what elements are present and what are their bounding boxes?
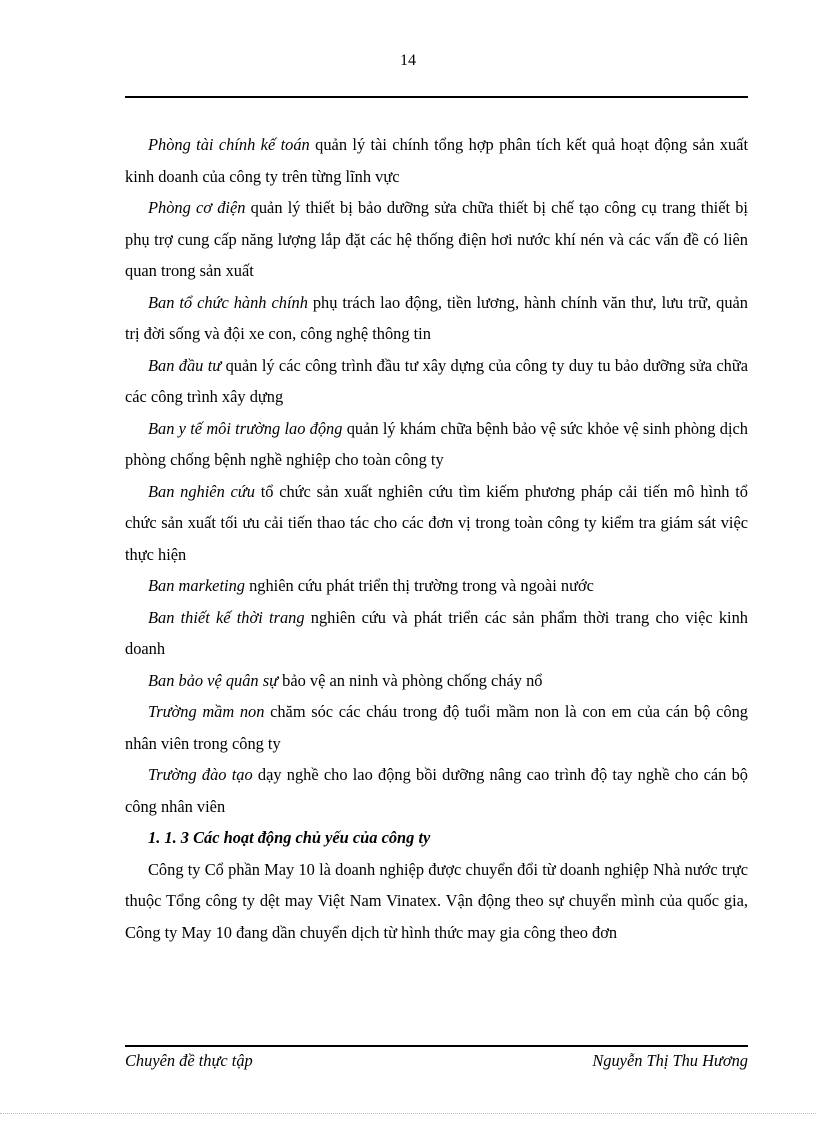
- paragraph-text: tổ chức sản xuất nghiên cứu tìm kiếm phương pháp cải tiến mô hình tổ chức sản xuất tối ưu cải tiến thao tác cho các đơn vị trong toàn công ty kiểm tra giám sát việc thực hiện: [125, 481, 748, 564]
- page-number: 14: [400, 52, 416, 69]
- paragraph-text: chăm sóc các cháu trong độ tuổi mầm non là con em của cán bộ công nhân viên trong công ty: [125, 702, 748, 753]
- document-body: [125, 129, 748, 948]
- paragraph-text: bảo vệ an ninh và phòng chống cháy nổ: [278, 670, 543, 690]
- paragraph-term: Trường mầm non: [148, 702, 265, 721]
- page-edge: [0, 1113, 816, 1114]
- paragraph-text: quản lý các công trình đầu tư xây dựng của công ty duy tu bảo dưỡng sửa chữa các công trình xây dựng: [125, 355, 748, 406]
- paragraph-term: Ban tổ chức hành chính: [148, 292, 308, 312]
- paragraph-text: nghiên cứu và phát triển các sản phẩm thời trang cho việc kinh doanh: [125, 607, 748, 658]
- section-heading: 1. 1. 3 Các hoạt động chủ yếu của công ty: [148, 828, 431, 847]
- paragraph-text: nghiên cứu phát triển thị trường trong và ngoài nước: [244, 576, 594, 595]
- paragraph-term: Phòng tài chính kế toán: [148, 135, 310, 154]
- paragraph: [125, 192, 748, 287]
- footer-rule: [125, 1045, 748, 1047]
- paragraph: [125, 350, 748, 413]
- paragraph-text: dạy nghề cho lao động bồi dưỡng nâng cao trình độ tay nghề cho cán bộ công nhân viên: [125, 765, 748, 816]
- paragraph-text: quản lý thiết bị bảo dưỡng sửa chữa thiết bị chế tạo công cụ trang thiết bị phụ trợ cung cấp năng lượng lắp đặt các hệ thống điện hơi nước khí nén và các vấn đề có liên quan trong sản xuất: [125, 198, 748, 280]
- paragraph: [125, 602, 748, 665]
- paragraph: [125, 413, 748, 476]
- paragraph-term: Ban bảo vệ quân sự: [148, 670, 279, 690]
- paragraph-term: Ban nghiên cứu: [148, 481, 255, 501]
- paragraph-text: quản lý tài chính tổng hợp phân tích kết quả hoạt động sản xuất kinh doanh của công ty trên từng lĩnh vực: [125, 135, 749, 186]
- closing-paragraph: Công ty Cổ phần May 10 là doanh nghiệp được chuyển đổi từ doanh nghiệp Nhà nước trực thuộc Tổng công ty dệt may Việt Nam Vinatex. Vận động theo sự chuyển mình của quốc gia, Công ty May 10 đang dần chuyển dịch từ hình thức may gia công theo đơn: [125, 859, 748, 942]
- paragraph-term: Ban marketing: [148, 576, 245, 595]
- paragraph-term: Trường đào tạo: [148, 765, 253, 784]
- paragraph-text: phụ trách lao động, tiền lương, hành chính văn thư, lưu trữ, quản trị đời sống và đội xe con, công nghệ thông tin: [125, 292, 748, 343]
- paragraph-term: Phòng cơ điện: [148, 198, 246, 217]
- paragraph-term: Ban thiết kế thời trang: [148, 607, 305, 627]
- paragraph: [125, 287, 748, 350]
- header-rule: [125, 96, 748, 98]
- paragraph: [125, 759, 748, 822]
- paragraph-term: Ban đầu tư: [148, 355, 222, 375]
- paragraph-text: quản lý khám chữa bệnh bảo vệ sức khỏe vệ sinh phòng dịch phòng chống bệnh nghề nghiệp cho toàn công ty: [125, 418, 748, 469]
- paragraph: [125, 570, 748, 602]
- paragraph: [125, 129, 748, 192]
- paragraph: [125, 696, 748, 759]
- paragraph: [125, 665, 748, 697]
- footer-left: Chuyên đề thực tập: [125, 1051, 253, 1070]
- paragraph-term: Ban y tế môi trường lao động: [148, 418, 343, 438]
- footer-right: Nguyễn Thị Thu Hương: [592, 1051, 748, 1070]
- paragraph: [125, 476, 748, 571]
